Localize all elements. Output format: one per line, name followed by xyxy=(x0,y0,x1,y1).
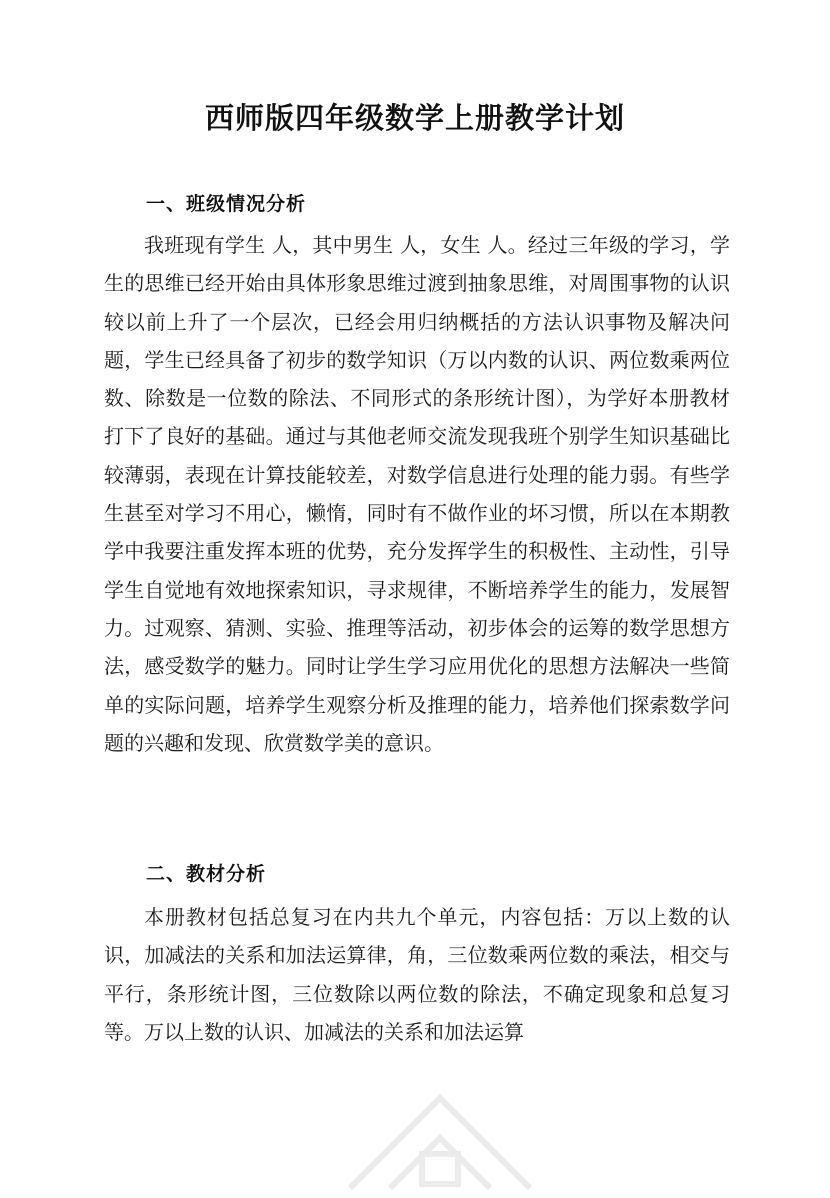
section-heading-class-analysis: 一、班级情况分析 xyxy=(146,193,307,215)
document-title: 西师版四年级数学上册教学计划 xyxy=(204,101,625,135)
section-heading-textbook-analysis: 二、教材分析 xyxy=(146,863,267,885)
paragraph-class-analysis: 我班现有学生 人，其中男生 人，女生 人。经过三年级的学习，学生的思维已经开始由具体形象思维过渡到抽象思维，对周围事物的认识较以前上升了一个层次，已经会用归纳概括的方法认识事物及解决问题，学生已经具备了初步的数学知识（万以内数的认识、两位数乘两位数、除数是一位数的除法、不同形式的条形统计图），为学好本册教材打下了良好的基础。通过与其他老师交流发现我班个别学生知识基础比较薄弱，表现在计算技能较差，对数学信息进行处理的能力弱。有些学生甚至对学习不用心，懒惰，同时有不做作业的坏习惯，所以在本期教学中我要注重发挥本班的优势，充分发挥学生的积极性、主动性，引导学生自觉地有效地探索知识，寻求规律，不断培养学生的能力，发展智力。过观察、猜测、实验、推理等活动，初步体会的运筹的数学思想方法，感受数学的魅力。同时让学生学习应用优化的思想方法解决一些简单的实际问题，培养学生观察分析及推理的能力，培养他们探索数学问题的兴趣和发现、欣赏数学美的意识。 xyxy=(104,233,730,755)
paragraph-textbook-analysis: 本册教材包括总复习在内共九个单元，内容包括：万以上数的认识，加减法的关系和加法运算律，角，三位数乘两位数的乘法，相交与平行，条形统计图，三位数除以两位数的除法，不确定现象和总复习等。万以上数的认识、加减法的关系和加法运算 xyxy=(104,905,730,1044)
watermark-logo-icon xyxy=(330,1058,550,1198)
